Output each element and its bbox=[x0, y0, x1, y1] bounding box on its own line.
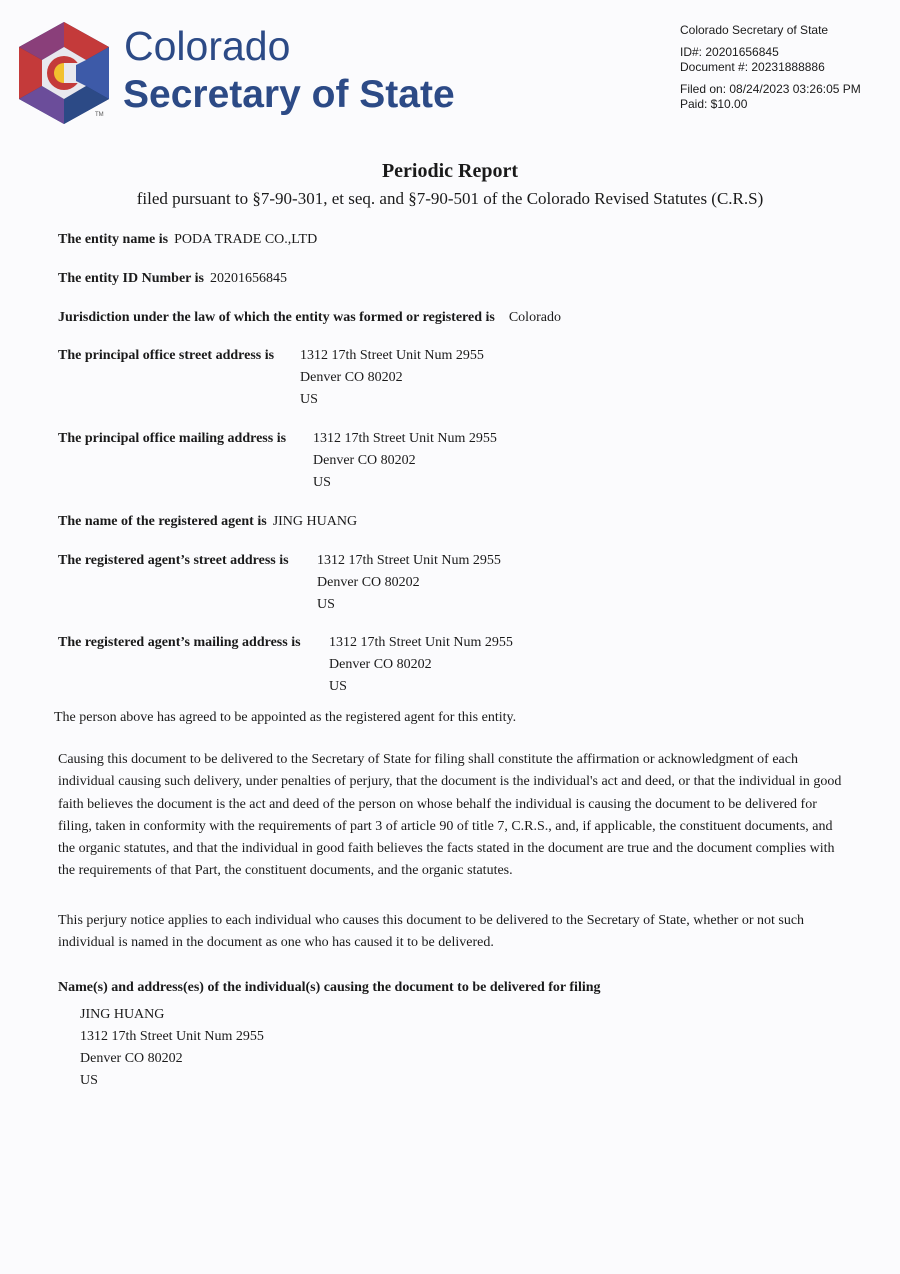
agent-mailing-row bbox=[58, 632, 301, 654]
address-line: Denver CO 80202 bbox=[300, 370, 403, 385]
principal-street-row bbox=[58, 345, 274, 367]
address-line: US bbox=[313, 475, 331, 490]
address-line: 1312 17th Street Unit Num 2955 bbox=[329, 635, 513, 650]
jurisdiction-label: Jurisdiction under the law of which the entity was formed or registered is bbox=[58, 310, 495, 325]
stamp-id: ID#: 20201656845 bbox=[680, 45, 779, 59]
address-line: US bbox=[329, 679, 347, 694]
logo-text-colorado: Colorado bbox=[124, 23, 291, 69]
agent-name-row bbox=[58, 511, 357, 533]
address-line: US bbox=[80, 1073, 98, 1088]
address-line: 1312 17th Street Unit Num 2955 bbox=[313, 431, 497, 446]
address-line: Denver CO 80202 bbox=[80, 1051, 183, 1066]
agent-street-row bbox=[58, 550, 289, 572]
perjury-notice-paragraph: This perjury notice applies to each individual who causes this document to be delivered to the Secretary of State, whether or not such individual is named in the document as one who has caused it to be delivered. bbox=[58, 913, 805, 951]
entity-name-value: PODA TRADE CO.,LTD bbox=[174, 232, 318, 247]
principal-mailing-address bbox=[313, 428, 497, 494]
address-line: Denver CO 80202 bbox=[317, 575, 420, 590]
logo-trademark: TM bbox=[95, 112, 104, 118]
logo-text-secretary-of-state: Secretary of State bbox=[123, 73, 455, 116]
address-line: 1312 17th Street Unit Num 2955 bbox=[317, 553, 501, 568]
address-line: 1312 17th Street Unit Num 2955 bbox=[300, 348, 484, 363]
address-line: Denver CO 80202 bbox=[313, 453, 416, 468]
agent-street-address bbox=[317, 550, 501, 616]
stamp-paid: Paid: $10.00 bbox=[680, 97, 748, 111]
stamp-office: Colorado Secretary of State bbox=[680, 23, 829, 37]
page-title: Periodic Report bbox=[381, 160, 519, 182]
page-subtitle: filed pursuant to §7-90-301, et seq. and §7-90-501 of the Colorado Revised Statutes (C.R.S) bbox=[136, 189, 764, 208]
jurisdiction-row bbox=[58, 307, 561, 329]
address-line: US bbox=[317, 597, 335, 612]
agent-name-value: JING HUANG bbox=[272, 514, 358, 529]
principal-street-address bbox=[300, 345, 484, 411]
filer-name: JING HUANG bbox=[80, 1007, 165, 1022]
entity-id-label: The entity ID Number is bbox=[58, 271, 204, 286]
entity-name-row bbox=[58, 229, 317, 251]
address-line: 1312 17th Street Unit Num 2955 bbox=[80, 1029, 264, 1044]
filer-heading: Name(s) and address(es) of the individual(s) causing the document to be delivered for filing bbox=[58, 980, 601, 995]
affirmation-paragraph: Causing this document to be delivered to the Secretary of State for filing shall constitute the affirmation or acknowledgment of each individual causing such delivery, under penalties of perjury, that the document is the individual's act and deed, or that the individual in good faith believes the document is the act and deed of the person on whose behalf the individual is causing the document to be delivered for filing, taken in conformity with the requirements of part 3 of article 90 of title 7, C.R.S., and, if applicable, the constituent documents, and the organic statutes, and that the individual in good faith believes the facts stated in the document are true and the document complies with the requirements of that Part, the constituent documents, and the organic statutes. bbox=[58, 752, 842, 879]
agent-name-label: The name of the registered agent is bbox=[58, 514, 267, 529]
agent-consent-text: The person above has agreed to be appointed as the registered agent for this entity. bbox=[54, 710, 517, 725]
stamp-filed-on: Filed on: 08/24/2023 03:26:05 PM bbox=[680, 82, 861, 96]
principal-mailing-row bbox=[58, 428, 286, 450]
agent-mailing-label: The registered agent’s mailing address is bbox=[58, 635, 301, 650]
filer-address bbox=[80, 1004, 264, 1092]
address-line: US bbox=[300, 392, 318, 407]
entity-id-row bbox=[58, 268, 287, 290]
stamp-document-number: Document #: 20231888886 bbox=[680, 60, 825, 74]
colorado-sos-logo-icon bbox=[14, 20, 114, 126]
entity-name-label: The entity name is bbox=[58, 232, 169, 247]
address-line: Denver CO 80202 bbox=[329, 657, 432, 672]
jurisdiction-value: Colorado bbox=[508, 310, 561, 325]
principal-mailing-label: The principal office mailing address is bbox=[58, 431, 287, 446]
agent-mailing-address bbox=[329, 632, 513, 698]
filing-stamp bbox=[680, 23, 861, 112]
entity-id-value: 20201656845 bbox=[209, 271, 287, 286]
agent-street-label: The registered agent’s street address is bbox=[58, 553, 289, 568]
principal-street-label: The principal office street address is bbox=[58, 348, 275, 363]
